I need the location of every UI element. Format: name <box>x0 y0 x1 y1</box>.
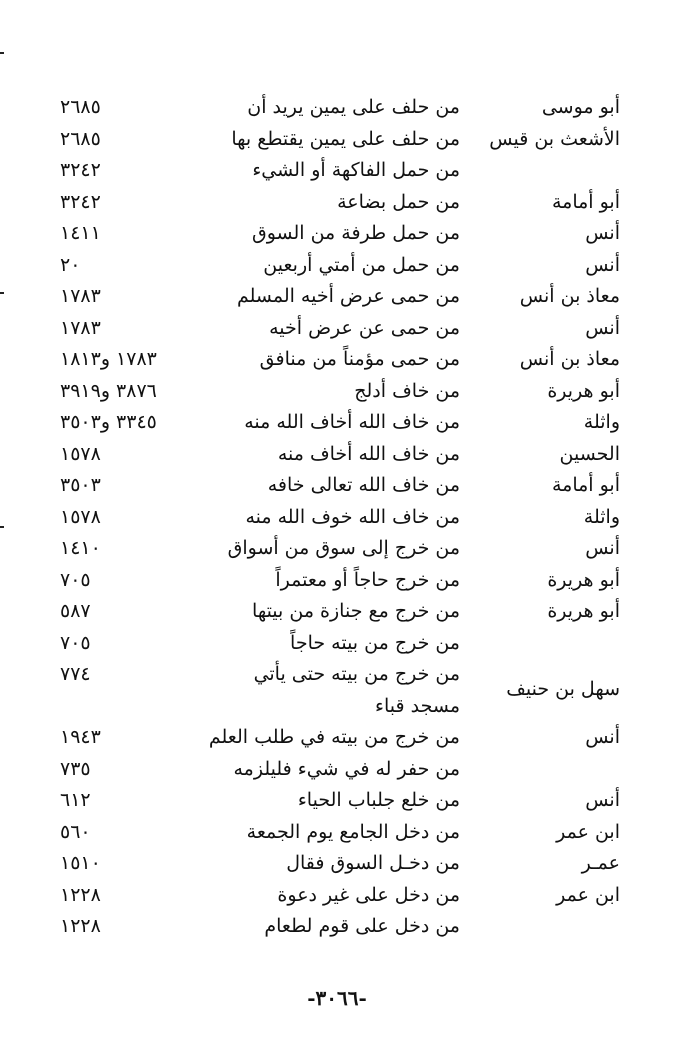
narrator-name: ابن عمر <box>556 883 620 906</box>
hadith-incipit: من خاف الله خوف الله منه <box>245 505 460 528</box>
index-entry <box>60 533 620 565</box>
narrator-name: أبو هريرة <box>547 600 620 622</box>
index-entry <box>60 817 620 849</box>
reference-number: ١٤١٠ <box>60 537 101 559</box>
narrator-name: أبو أمامة <box>551 474 620 496</box>
narrator-name: معاذ بن أنس <box>519 285 620 307</box>
narrator-name: أبو أمامة <box>551 190 620 213</box>
index-entry <box>60 281 620 313</box>
reference-number: ١٧٨٣ و١٨١٣ <box>60 348 157 370</box>
index-entry <box>60 754 620 786</box>
hadith-incipit: من خرج حاجاً أو معتمراً <box>275 568 460 591</box>
reference-number: ١٢٢٨ <box>60 883 101 906</box>
hadith-incipit: من حمى عن عرض أخيه <box>269 316 460 339</box>
hadith-incipit: من حمى مؤمناً من منافق <box>259 348 460 370</box>
index-entry <box>60 848 620 880</box>
reference-number: ١٥٧٨ <box>60 505 101 528</box>
reference-number: ١٧٨٣ <box>60 316 101 339</box>
index-entry <box>60 250 620 282</box>
narrator-name: أنس <box>585 726 620 748</box>
index-entry <box>60 407 620 439</box>
margin-mark <box>0 526 4 528</box>
hadith-incipit: من خاف الله تعالى خافه <box>267 474 460 496</box>
hadith-incipit: من حمل من أمتي أربعين <box>263 253 460 276</box>
narrator-name: الحسين <box>559 442 620 465</box>
index-entry <box>60 659 620 722</box>
index-entry <box>60 376 620 408</box>
index-entry <box>60 187 620 219</box>
hadith-incipit: من حمى عرض أخيه المسلم <box>236 285 460 307</box>
reference-number: ١٤١١ <box>60 222 101 244</box>
reference-number: ٣٢٤٢ <box>60 159 101 181</box>
narrator-name: أبو هريرة <box>547 379 620 402</box>
index-entry <box>60 344 620 376</box>
hadith-incipit: من خرج من بيته حتى يأتي مسجد قباء <box>253 663 460 717</box>
hadith-incipit: من خاف الله أخاف الله منه <box>244 411 460 433</box>
reference-number: ٧٠٥ <box>60 631 91 654</box>
narrator-name: أنس <box>585 222 620 244</box>
index-entry <box>60 785 620 817</box>
hadith-incipit: من حمل بضاعة <box>337 190 460 213</box>
hadith-incipit: من دخل الجامع يوم الجمعة <box>246 820 460 843</box>
reference-number: ١٢٢٨ <box>60 915 101 937</box>
narrator-name: أبو هريرة <box>547 568 620 591</box>
reference-number: ٧٣٥ <box>60 757 91 780</box>
narrator-name: عمـر <box>581 852 620 874</box>
hadith-incipit: من خلع جلباب الحياء <box>297 789 460 811</box>
narrator-name: سهل بن حنيف <box>506 678 620 700</box>
reference-number: ٧٠٥ <box>60 568 91 591</box>
index-entry <box>60 124 620 156</box>
narrator-name: ابن عمر <box>556 820 620 843</box>
reference-number: ٣٣٤٥ و٣٥٠٣ <box>60 411 157 433</box>
reference-number: ٣٨٧٦ و٣٩١٩ <box>60 379 157 402</box>
index-entry <box>60 565 620 597</box>
reference-number: ٢٦٨٥ <box>60 127 101 150</box>
hadith-incipit: من دخل على قوم لطعام <box>264 915 460 937</box>
narrator-name: أنس <box>585 537 620 559</box>
index-entry <box>60 218 620 250</box>
index-entry <box>60 628 620 660</box>
hadith-incipit: من خرج مع جنازة من بيتها <box>252 600 460 622</box>
reference-number: ٧٧٤ <box>60 663 91 685</box>
narrator-name: واثلة <box>583 505 620 528</box>
index-entry <box>60 911 620 943</box>
index-entry <box>60 470 620 502</box>
narrator-name: أنس <box>585 789 620 811</box>
hadith-incipit: من حمل الفاكهة أو الشيء <box>252 159 460 181</box>
hadith-incipit: من خرج من بيته في طلب العلم <box>208 726 460 748</box>
narrator-name: الأشعث بن قيس <box>489 127 620 150</box>
narrator-name: أنس <box>585 316 620 339</box>
page-number: -٣٠٦٦- <box>307 986 367 1010</box>
index-entry <box>60 502 620 534</box>
reference-number: ٢٦٨٥ <box>60 96 101 118</box>
reference-number: ٦١٢ <box>60 789 91 811</box>
hadith-incipit: من حلف على يمين يقتطع بها <box>231 127 460 150</box>
hadith-incipit: من دخـل السوق فقال <box>286 852 460 874</box>
reference-number: ١٩٤٣ <box>60 726 101 748</box>
index-entry <box>60 880 620 912</box>
hadith-index-list <box>60 92 620 943</box>
index-entry <box>60 439 620 471</box>
reference-number: ٣٥٠٣ <box>60 474 101 496</box>
hadith-incipit: من حمل طرفة من السوق <box>251 222 460 244</box>
margin-mark <box>0 292 4 294</box>
index-entry <box>60 596 620 628</box>
reference-number: ٥٨٧ <box>60 600 91 622</box>
reference-number: ٢٠ <box>60 253 81 276</box>
index-entry <box>60 313 620 345</box>
reference-number: ١٥١٠ <box>60 852 101 874</box>
reference-number: ٣٢٤٢ <box>60 190 101 213</box>
hadith-incipit: من حفر له في شيء فليلزمه <box>233 757 460 780</box>
hadith-incipit: من خاف أدلج <box>354 379 460 402</box>
index-entry <box>60 92 620 124</box>
narrator-name: أبو موسى <box>541 96 620 118</box>
hadith-incipit: من خرج إلى سوق من أسواق <box>227 537 460 559</box>
hadith-incipit: من دخل على غير دعوة <box>277 883 460 906</box>
reference-number: ١٥٧٨ <box>60 442 101 465</box>
index-entry <box>60 722 620 754</box>
hadith-incipit: من خاف الله أخاف منه <box>277 442 460 465</box>
narrator-name: واثلة <box>583 411 620 433</box>
margin-mark <box>0 52 4 54</box>
narrator-name: معاذ بن أنس <box>519 348 620 370</box>
narrator-name: أنس <box>585 253 620 276</box>
reference-number: ٥٦٠ <box>60 820 91 843</box>
hadith-incipit: من خرج من بيته حاجاً <box>290 631 460 654</box>
hadith-incipit: من حلف على يمين يريد أن <box>247 96 460 118</box>
index-entry <box>60 155 620 187</box>
reference-number: ١٧٨٣ <box>60 285 101 307</box>
